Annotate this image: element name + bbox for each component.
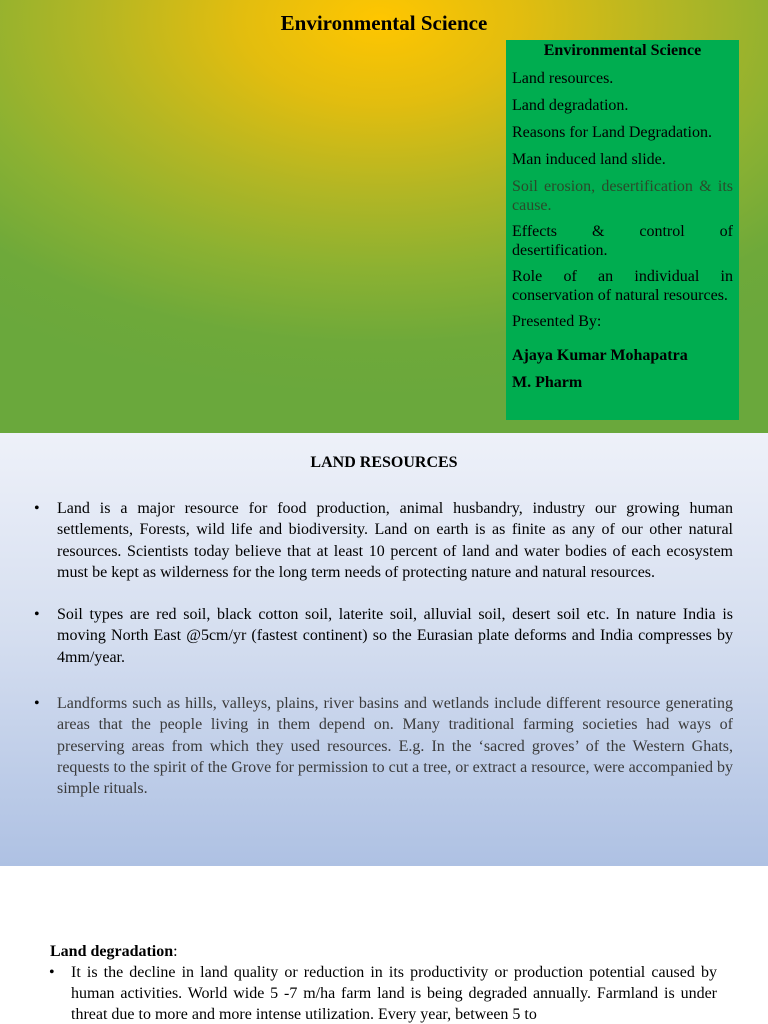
bullet-marker: • xyxy=(34,695,40,712)
contents-heading: Environmental Science xyxy=(543,42,702,59)
presented-by-label: Presented By: xyxy=(512,313,602,330)
slide-land-degradation xyxy=(0,866,768,1024)
bullet-marker: • xyxy=(49,964,55,981)
contents-item-landslide: Man induced land slide. xyxy=(512,151,666,168)
bullet-marker: • xyxy=(34,500,40,517)
contents-box xyxy=(506,40,739,420)
contents-item-reasons: Reasons for Land Degradation. xyxy=(512,124,712,141)
contents-item-land-degradation: Land degradation. xyxy=(512,97,629,114)
heading-text: Land degradation xyxy=(50,943,174,960)
slide-title-page xyxy=(0,0,768,433)
contents-item-desertification: Effects & control of desertification. xyxy=(512,223,733,259)
bullet-marker: • xyxy=(34,606,40,623)
paragraph-soil-types: Soil types are red soil, black cotton soil, laterite soil, alluvial soil, desert soil etc. In nature India is moving North East @5cm/yr (fastest continent) so the Eurasian plate deforms and India compresses by 4mm/year. xyxy=(57,606,733,666)
section-title: LAND RESOURCES xyxy=(310,454,458,471)
paragraph-landforms: Landforms such as hills, valleys, plains, river basins and wetlands include different resource generating areas that the people living in them depend on. Many traditional farming societies had ways of preserving areas from which they used resources. E.g. In the ‘sacred groves’ of the Western Ghats, requests to the spirit of the Grove for permission to cut a tree, or extract a resource, were accompanied by simple rituals. xyxy=(57,695,733,798)
contents-item-role-individual: Role of an individual in conservation of natural resources. xyxy=(512,268,733,304)
paragraph-land: Land is a major resource for food production, animal husbandry, industry our growing human settlements, Forests, wild life and biodiversity. Land on earth is as finite as any of our other natural resources. Scientists today believe that at least 10 percent of land and water bodies of each ecosystem must be kept as wilderness for the long term needs of protecting nature and natural resources. xyxy=(57,500,733,581)
section-heading xyxy=(50,942,178,962)
heading-colon: : xyxy=(173,943,178,960)
contents-item-land-resources: Land resources. xyxy=(512,70,614,87)
page-title: Environmental Science xyxy=(280,11,488,35)
paragraph-degradation: It is the decline in land quality or reduction in its productivity or production potential caused by human activities. World wide 5 -7 m/ha farm land is being degraded annually. Farmland is under threat due to more and more intense utilization. Every year, between 5 to xyxy=(71,964,717,1023)
contents-item-soil-erosion: Soil erosion, desertification & its cause. xyxy=(512,178,733,214)
presenter-name: Ajaya Kumar Mohapatra xyxy=(512,347,688,364)
presenter-degree: M. Pharm xyxy=(512,374,583,391)
slide-land-resources xyxy=(0,433,768,866)
